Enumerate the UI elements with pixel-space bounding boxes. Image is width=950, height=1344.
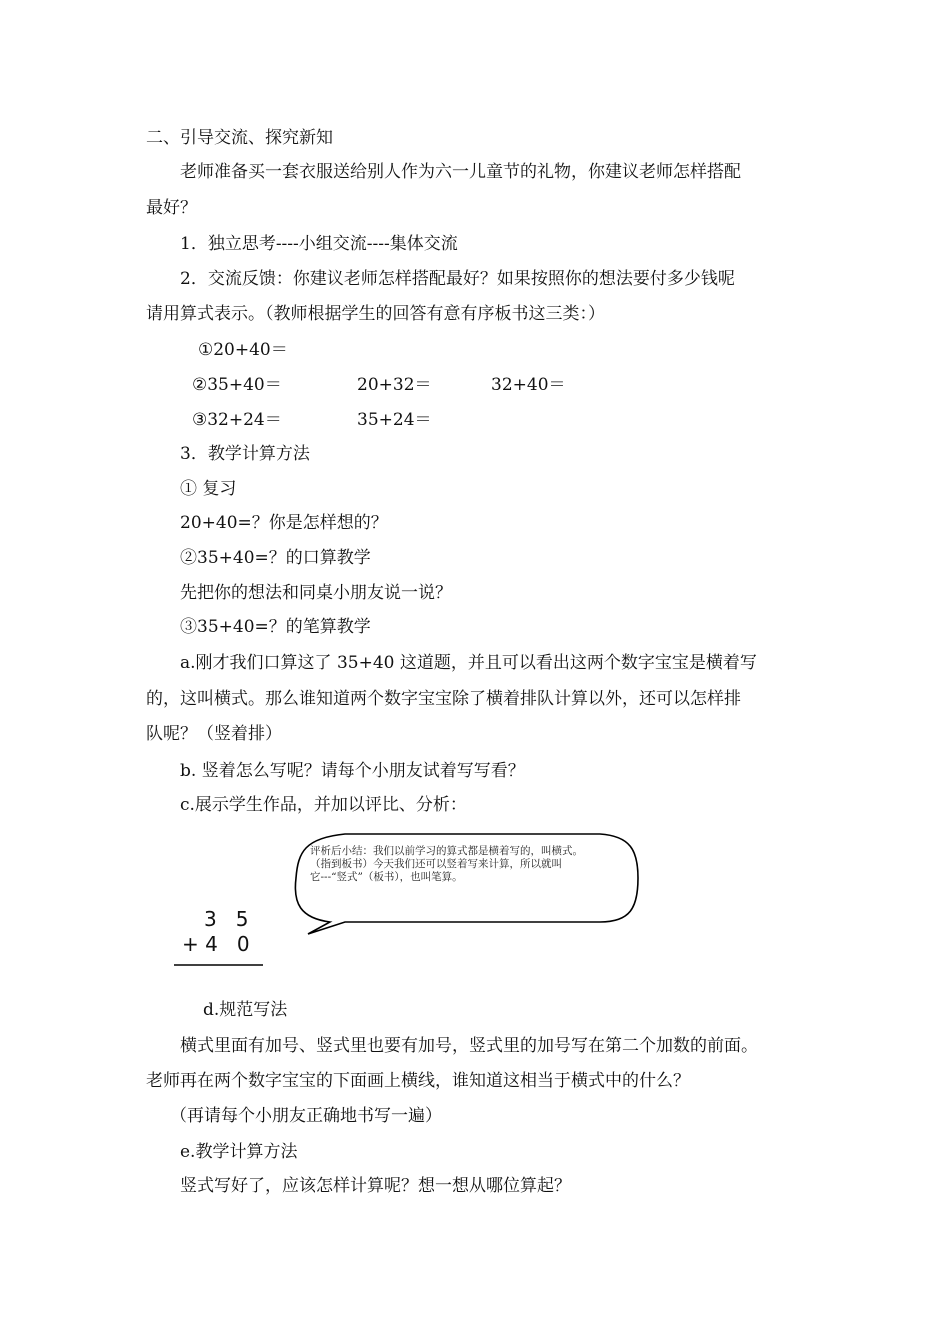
review-heading: ① 复习 xyxy=(180,479,237,499)
part-a-line-1: a.刚才我们口算这了 35+40 这道题，并且可以看出这两个数字宝宝是横着写 xyxy=(180,653,757,673)
part-a-line-3: 队呢？（竖着排） xyxy=(146,724,282,744)
speech-bubble-text xyxy=(310,845,620,884)
bubble-line-3: 它---“竖式”（板书），也叫笔算。 xyxy=(310,871,463,883)
review-question: 20+40=？你是怎样想的？ xyxy=(180,513,388,533)
equation-2-1: ②35+40＝ xyxy=(192,375,282,395)
oral-heading: ②35+40=？的口算教学 xyxy=(180,548,371,568)
para-d-line-1: 横式里面有加号、竖式里也要有加号，竖式里的加号写在第二个加数的前面。 xyxy=(180,1036,758,1056)
equation-1-1: ①20+40＝ xyxy=(198,340,288,360)
para-e: 竖式写好了，应该怎样计算呢？想一想从哪位算起？ xyxy=(180,1176,571,1196)
part-e: e.教学计算方法 xyxy=(180,1142,298,1162)
equation-2-2: 20+32＝ xyxy=(357,375,432,395)
bubble-line-2: （指到板书）今天我们还可以竖着写来计算，所以就叫 xyxy=(310,858,562,870)
para-d-line-2: 老师再在两个数字宝宝的下面画上横线，谁知道这相当于横式中的什么？ xyxy=(146,1071,690,1091)
equation-2-3: 32+40＝ xyxy=(491,375,566,395)
section-heading: 二、引导交流、探究新知 xyxy=(146,128,333,148)
part-c: c.展示学生作品，并加以评比、分析： xyxy=(180,795,467,815)
part-a-line-2: 的，这叫横式。那么谁知道两个数字宝宝除了横着排队计算以外，还可以怎样排 xyxy=(146,689,741,709)
oral-question: 先把你的想法和同桌小朋友说一说？ xyxy=(180,583,452,603)
bubble-line-1: 评析后小结：我们以前学习的算式都是横着写的，叫横式。 xyxy=(310,845,583,857)
step-1: 1．独立思考----小组交流----集体交流 xyxy=(180,234,458,254)
vertical-top-addend: 3 5 xyxy=(204,907,249,931)
equation-3-1: ③32+24＝ xyxy=(192,410,282,430)
part-b: b. 竖着怎么写呢？请每个小朋友试着写写看？ xyxy=(180,761,525,781)
equation-3-2: 35+24＝ xyxy=(357,410,432,430)
intro-line-1: 老师准备买一套衣服送给别人作为六一儿童节的礼物，你建议老师怎样搭配 xyxy=(180,162,741,182)
vertical-bottom-addend: + 4 0 xyxy=(182,932,250,956)
part-d: d.规范写法 xyxy=(203,1000,288,1020)
written-heading: ③35+40=？的笔算教学 xyxy=(180,617,371,637)
intro-line-2: 最好？ xyxy=(146,198,197,218)
para-d-line-3: （再请每个小朋友正确地书写一遍） xyxy=(170,1106,442,1126)
step-2-line-2: 请用算式表示。（教师根据学生的回答有意有序板书这三类：） xyxy=(146,304,605,324)
step-2-line-1: 2．交流反馈：你建议老师怎样搭配最好？如果按照你的想法要付多少钱呢 xyxy=(180,269,735,289)
step-3: 3．教学计算方法 xyxy=(180,444,310,464)
